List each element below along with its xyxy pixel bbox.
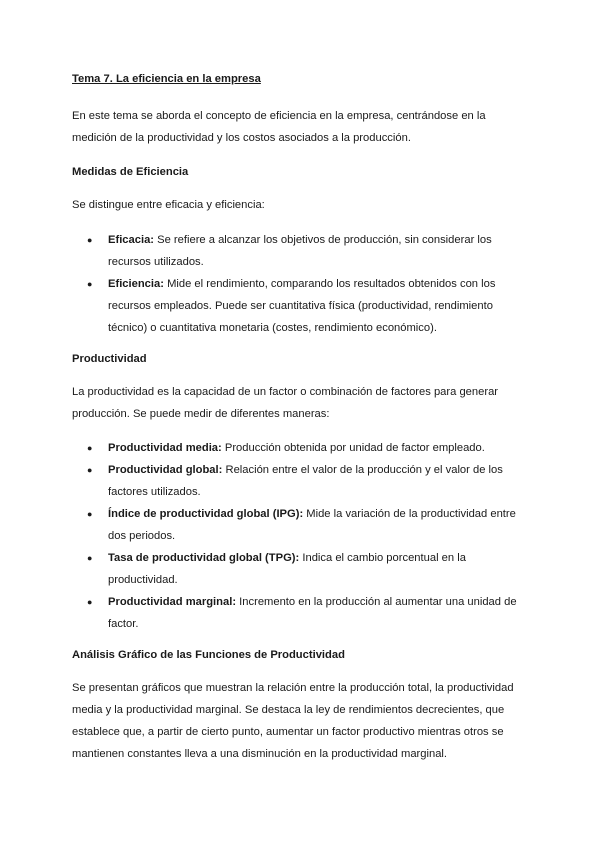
bullet-icon: ● [87, 465, 93, 475]
heading-medidas: Medidas de Eficiencia [72, 166, 189, 178]
list-item-term: Eficacia: [108, 234, 155, 246]
document-title: Tema 7. La eficiencia en la empresa [72, 73, 261, 85]
bullet-icon: ● [87, 443, 93, 453]
list-item-term: Eficiencia: [108, 278, 164, 290]
heading-analisis: Análisis Gráfico de las Funciones de Productividad [72, 649, 345, 661]
list-item-desc: Mide la variación de la productividad entre dos periodos. [108, 508, 516, 542]
medidas-list [72, 229, 530, 339]
bullet-icon: ● [87, 279, 93, 289]
list-item [72, 437, 530, 459]
intro-paragraph: En este tema se aborda el concepto de eficiencia en la empresa, centrándose en la medición de la productividad y los costos asociados a la producción. [72, 110, 486, 144]
list-item [72, 273, 530, 339]
bullet-icon: ● [87, 553, 93, 563]
list-item [72, 459, 530, 503]
list-item-term: Índice de productividad global (IPG): [108, 508, 304, 520]
heading-productividad: Productividad [72, 353, 147, 365]
bullet-icon: ● [87, 509, 93, 519]
list-item-desc: Relación entre el valor de la producción y el valor de los factores utilizados. [108, 464, 503, 498]
list-item-desc: Incremento en la producción al aumentar una unidad de factor. [108, 596, 517, 630]
list-item-term: Tasa de productividad global (TPG): [108, 552, 300, 564]
bullet-icon: ● [87, 597, 93, 607]
list-item-desc: Se refiere a alcanzar los objetivos de producción, sin considerar los recursos utilizados. [108, 234, 492, 268]
list-item [72, 547, 530, 591]
bullet-icon: ● [87, 235, 93, 245]
list-item-term: Productividad media: [108, 442, 222, 454]
productividad-paragraph: La productividad es la capacidad de un factor o combinación de factores para generar producción. Se puede medir de diferentes maneras: [72, 386, 499, 420]
list-item [72, 503, 530, 547]
list-item-term: Productividad marginal: [108, 596, 237, 608]
list-item [72, 229, 530, 273]
list-item [72, 591, 530, 635]
list-item-desc: Indica el cambio porcentual en la productividad. [108, 552, 466, 586]
analisis-paragraph: Se presentan gráficos que muestran la relación entre la producción total, la productividad media y la productividad marginal. Se destaca la ley de rendimientos decrecientes, que establece que, a partir de cierto punto, aumentar un factor productivo mientras otros se mantienen constantes lleva a una disminución en la productividad marginal. [72, 682, 514, 760]
productividad-list [72, 437, 530, 635]
medidas-paragraph: Se distingue entre eficacia y eficiencia: [72, 199, 265, 211]
list-item-desc: Producción obtenida por unidad de factor empleado. [221, 442, 485, 454]
list-item-term: Productividad global: [108, 464, 223, 476]
list-item-desc: Mide el rendimiento, comparando los resultados obtenidos con los recursos empleados. Puede ser cuantitativa física (productividad, rendimiento técnico) o cuantitativa monetaria (costes, rendimiento económico). [108, 278, 496, 334]
